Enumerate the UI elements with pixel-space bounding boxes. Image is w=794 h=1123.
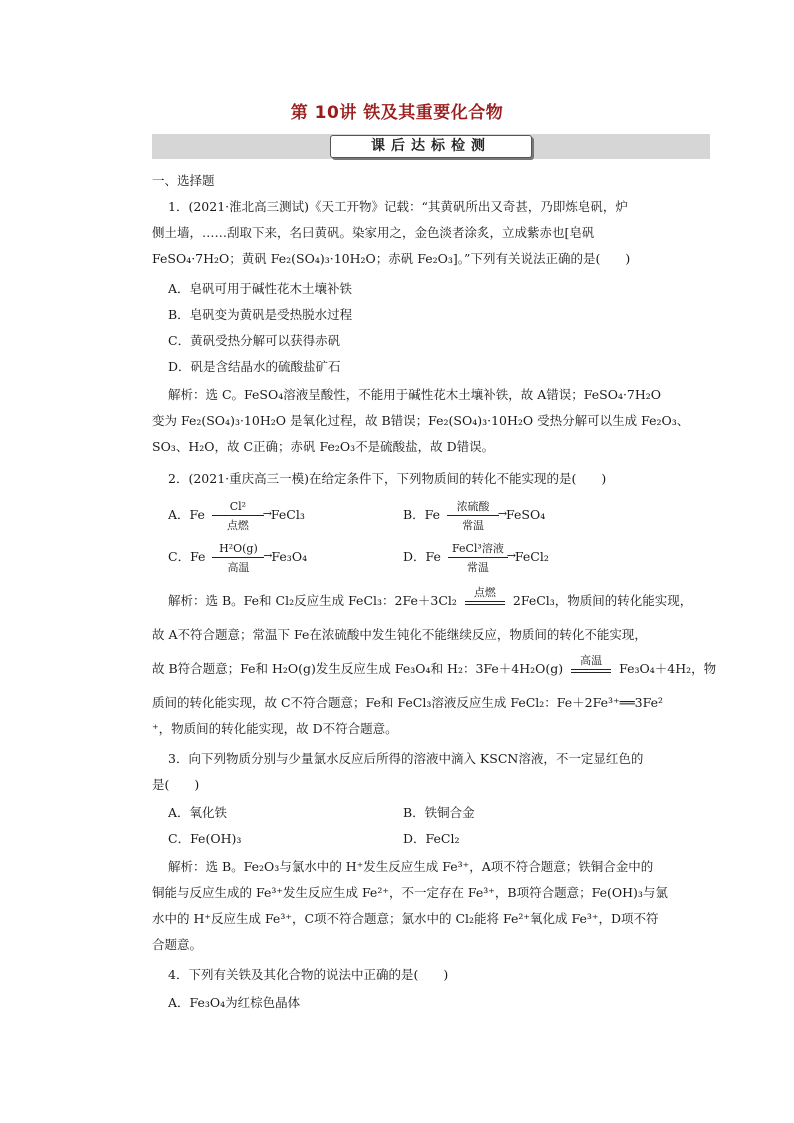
equals-line — [465, 604, 505, 605]
q2-answer-line-4: 质间的转化能实现，故 C不符合题意；Fe和 FeCl₃溶液反应生成 FeCl₂：Fe＋2Fe³⁺══3Fe² — [152, 695, 664, 710]
q3-option-b: B．铁铜合金 — [403, 805, 475, 820]
q2-option-c-label: C．Fe — [168, 549, 206, 564]
equals-line — [571, 669, 611, 670]
q2-answer-line-2: 故 A不符合题意；常温下 Fe在浓硫酸中发生钝化不能继续反应，物质间的转化不能实现， — [152, 627, 647, 642]
q2-stem: 2．(2021·重庆高三一模)在给定条件下，下列物质间的转化不能实现的是( ) — [168, 471, 607, 486]
q3-answer-line-4: 合题意。 — [152, 937, 203, 952]
q1-option-d: D．矾是含结晶水的硫酸盐矿石 — [168, 359, 341, 374]
equation-equals-sign — [465, 585, 505, 611]
q1-stem-line-3: FeSO₄·7H₂O；黄矾 Fe₂(SO₄)₃·10H₂O；赤矾 Fe₂O₃]。”下列有关说法正确的是( ) — [152, 251, 631, 266]
equals-line — [465, 601, 505, 602]
reaction-arrow — [448, 541, 508, 574]
q1-answer-line-2: 变为 Fe₂(SO₄)₃·10H₂O 是氧化过程，故 B错误；Fe₂(SO₄)₃·10H₂O 受热分解可以生成 Fe₂O₃、 — [152, 413, 690, 428]
reaction-reagent: 浓硫酸 — [456, 499, 490, 513]
q2-option-a — [168, 499, 305, 532]
q3-answer-line-1: 解析：选 B。Fe₂O₃与氯水中的 H⁺发生反应生成 Fe³⁺，A项不符合题意；铁铜合金中的 — [168, 859, 654, 874]
arrow-line — [448, 557, 508, 558]
q1-option-c: C．黄矾受热分解可以获得赤矾 — [168, 333, 341, 348]
q3-option-a: A．氧化铁 — [168, 805, 228, 820]
q4-option-a: A．Fe₃O₄为红棕色晶体 — [168, 995, 301, 1010]
q3-option-c: C．Fe(OH)₃ — [168, 831, 242, 846]
q3-option-d: D．FeCl₂ — [403, 831, 460, 846]
q2-option-d-product: FeCl₂ — [514, 549, 549, 564]
q2-option-b — [403, 499, 546, 532]
q3-stem-line-1: 3．向下列物质分别与少量氯水反应后所得的溶液中滴入 KSCN溶液，不一定显红色的 — [168, 751, 644, 766]
page-title: 第 10讲 铁及其重要化合物 — [290, 103, 504, 123]
q4-stem: 4．下列有关铁及其化合物的说法中正确的是( ) — [168, 967, 449, 982]
equation-equals-sign — [571, 653, 611, 679]
q1-stem-line-1: 1．(2021·淮北高三测试)《天工开物》记载：“其黄矾所出又奇甚，乃即炼皂矾，炉 — [168, 199, 628, 214]
section-band — [152, 134, 710, 159]
reaction-arrow — [447, 499, 499, 532]
q2-option-d-label: D．Fe — [403, 549, 441, 564]
arrow-line — [212, 557, 264, 558]
q2-option-a-product: FeCl₃ — [270, 507, 305, 522]
reaction-condition: 高温 — [227, 560, 250, 574]
reaction-reagent: FeCl³溶液 — [451, 541, 504, 555]
reaction-condition: 点燃 — [226, 518, 249, 532]
q2-answer-text: 故 B符合题意；Fe和 H₂O(g)发生反应生成 Fe₃O₄和 H₂：3Fe＋4H₂O(g) — [152, 661, 564, 676]
q2-option-a-label: A．Fe — [168, 507, 205, 522]
equation-condition: 点燃 — [473, 585, 496, 599]
reaction-arrow — [212, 499, 264, 532]
reaction-condition: 常温 — [466, 560, 489, 574]
q2-answer-line-5: ⁺，物质间的转化能实现，故 D不符合题意。 — [152, 721, 398, 736]
q3-answer-line-3: 水中的 H⁺反应生成 Fe³⁺，C项不符合题意；氯水中的 Cl₂能将 Fe²⁺氧化成 Fe³⁺，D项不符 — [152, 911, 659, 926]
q1-option-b: B．皂矾变为黄矾是受热脱水过程 — [168, 307, 353, 322]
q1-stem-line-2: 侧土墙，……刮取下来，名曰黄矾。染家用之，金色淡者涂炙，立成紫赤也[皂矾 — [152, 225, 595, 240]
q2-answer-text: 解析：选 B。Fe和 Cl₂反应生成 FeCl₃：2Fe＋3Cl₂ — [168, 593, 457, 608]
reaction-reagent: Cl² — [229, 499, 247, 513]
q2-option-b-label: B．Fe — [403, 507, 441, 522]
q1-option-a: A．皂矾可用于碱性花木土壤补铁 — [168, 281, 353, 296]
q2-option-c — [168, 541, 308, 574]
q1-answer-line-3: SO₃、H₂O，故 C正确；赤矾 Fe₂O₃不是硫酸盐，故 D错误。 — [152, 439, 495, 454]
equation-condition: 高温 — [580, 653, 603, 667]
q2-option-b-product: FeSO₄ — [506, 507, 546, 522]
q1-answer-line-1: 解析：选 C。FeSO₄溶液呈酸性，不能用于碱性花木土壤补铁，故 A错误；FeSO₄·7H₂O — [168, 387, 662, 402]
q2-answer-line-3 — [152, 653, 717, 679]
q3-answer-line-2: 铜能与反应生成的 Fe³⁺发生反应生成 Fe²⁺，不一定存在 Fe³⁺，B项符合题意；Fe(OH)₃与氯 — [152, 885, 668, 900]
reaction-arrow — [212, 541, 264, 574]
q2-option-c-product: Fe₃O₄ — [271, 549, 308, 564]
q2-answer-text: 2FeCl₃，物质间的转化能实现， — [512, 593, 693, 608]
q3-stem-line-2: 是( ) — [152, 777, 200, 792]
section-band-label: 课后达标检测 — [330, 135, 532, 158]
q2-answer-line-1 — [168, 585, 693, 611]
equals-line — [571, 672, 611, 673]
q2-option-d — [403, 541, 549, 574]
reaction-reagent: H²O(g) — [219, 541, 258, 555]
arrow-line — [447, 515, 499, 516]
section-heading: 一、选择题 — [152, 173, 215, 188]
arrow-line — [212, 515, 264, 516]
q2-answer-text: Fe₃O₄＋4H₂，物 — [619, 661, 717, 676]
reaction-condition: 常温 — [462, 518, 485, 532]
